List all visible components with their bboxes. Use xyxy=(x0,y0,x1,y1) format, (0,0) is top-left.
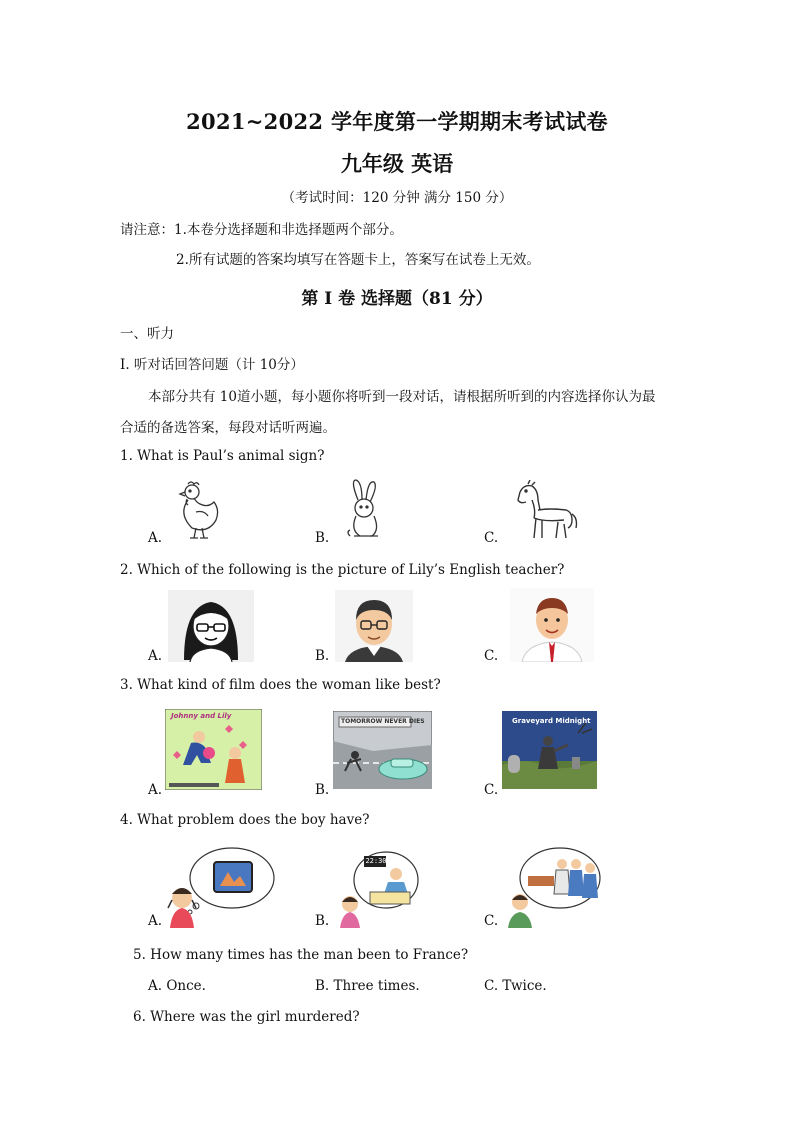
question-1: 1. What is Paul’s animal sign? xyxy=(120,448,325,464)
q3-option-c-label: C. xyxy=(484,782,499,798)
horror-poster-title: Graveyard Midnight xyxy=(512,717,591,725)
man-glasses-icon xyxy=(335,590,413,662)
action-poster-title: TOMORROW NEVER DIES xyxy=(341,718,425,725)
q1-option-a-label: A. xyxy=(148,530,163,546)
question-4: 4. What problem does the boy have? xyxy=(120,812,370,828)
exam-title: 2021~2022 学年度第一学期期末考试试卷 xyxy=(186,109,608,134)
homework-thought-scene xyxy=(330,846,420,928)
instruction-line-1: 本部分共有 10道小题，每小题你将听到一段对话，请根据所听到的内容选择你认为最 xyxy=(148,389,656,405)
tv-thought-scene xyxy=(160,846,276,928)
question-5: 5. How many times has the man been to France? xyxy=(133,947,469,963)
romance-poster-title: Johnny and Lily xyxy=(171,712,232,720)
woman-glasses-icon xyxy=(168,590,254,662)
question-2: 2. Which of the following is the picture of Lily’s English teacher? xyxy=(120,562,565,578)
action-poster xyxy=(333,711,432,789)
q3-option-b-label: B. xyxy=(315,782,330,798)
q4-option-c-label: C. xyxy=(484,913,499,929)
friends-thought-scene xyxy=(500,846,602,928)
instruction-line-2: 合适的备选答案，每段对话听两遍。 xyxy=(120,420,336,436)
hen-icon xyxy=(168,478,224,542)
q4-option-b-label: B. xyxy=(315,913,330,929)
q2-option-a-label: A. xyxy=(148,648,163,664)
exam-subtitle: 九年级 英语 xyxy=(340,151,454,176)
q1-option-b-label: B. xyxy=(315,530,330,546)
q5-option-b: B. Three times. xyxy=(315,978,420,994)
horse-icon xyxy=(512,480,578,542)
subpart-title: I. 听对话回答问题（计 10分） xyxy=(120,357,304,373)
notes-line-1: 请注意：1.本卷分选择题和非选择题两个部分。 xyxy=(120,222,403,238)
notes-line-2: 2.所有试题的答案均填写在答题卡上，答案写在试卷上无效。 xyxy=(176,252,540,268)
man-tie-icon xyxy=(510,588,594,662)
section-title: 第 I 卷 选择题（81 分） xyxy=(301,289,493,309)
romance-poster xyxy=(165,709,262,790)
clock-readout: 22:30 xyxy=(365,857,387,865)
q2-option-b-label: B. xyxy=(315,648,330,664)
horror-poster xyxy=(502,711,597,789)
q5-option-c: C. Twice. xyxy=(484,978,547,994)
rabbit-icon xyxy=(340,478,384,542)
q3-option-a-label: A. xyxy=(148,782,163,798)
q2-option-c-label: C. xyxy=(484,648,499,664)
exam-info: （考试时间：120 分钟 满分 150 分） xyxy=(281,190,513,206)
q5-option-a: A. Once. xyxy=(148,978,206,994)
question-3: 3. What kind of film does the woman like best? xyxy=(120,677,441,693)
question-6: 6. Where was the girl murdered? xyxy=(133,1009,360,1025)
part-title: 一、听力 xyxy=(120,326,174,342)
q4-option-a-label: A. xyxy=(148,913,163,929)
q1-option-c-label: C. xyxy=(484,530,499,546)
